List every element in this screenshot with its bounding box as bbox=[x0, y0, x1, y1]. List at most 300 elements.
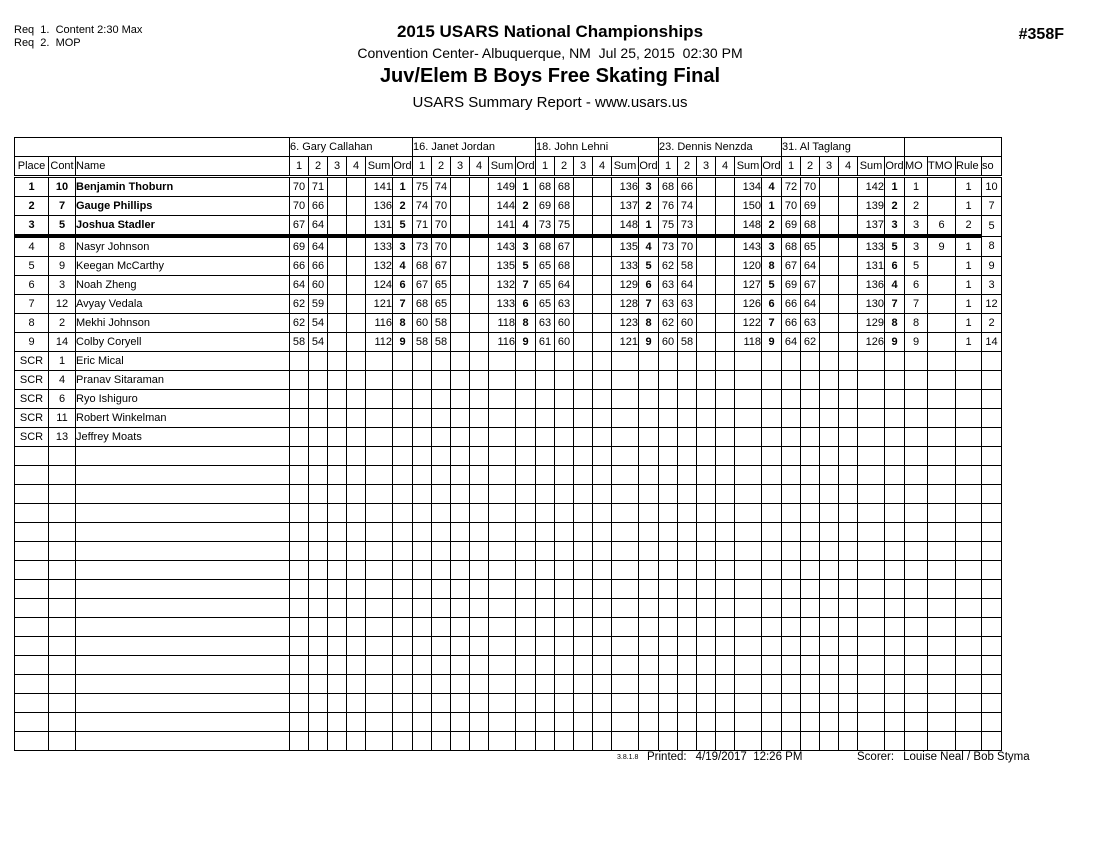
score-cell: 68 bbox=[659, 177, 678, 197]
mo-cell bbox=[905, 713, 928, 732]
score-cell bbox=[536, 428, 555, 447]
score-cell bbox=[820, 656, 839, 675]
ordinal-cell: 3 bbox=[762, 236, 782, 257]
score-cell bbox=[290, 523, 309, 542]
score-cell bbox=[328, 694, 347, 713]
place-cell: SCR bbox=[15, 390, 49, 409]
score-cell bbox=[782, 409, 801, 428]
score-cell bbox=[470, 523, 489, 542]
sum-cell: 127 bbox=[735, 276, 762, 295]
ordinal-cell bbox=[393, 694, 413, 713]
score-cell bbox=[716, 656, 735, 675]
sum-cell bbox=[612, 466, 639, 485]
score-cell bbox=[801, 485, 820, 504]
col-header-sum: Sum bbox=[612, 157, 639, 177]
tmo-cell bbox=[928, 485, 956, 504]
place-cell bbox=[15, 694, 49, 713]
place-cell bbox=[15, 542, 49, 561]
mo-cell bbox=[905, 542, 928, 561]
score-cell bbox=[328, 236, 347, 257]
sum-cell bbox=[858, 637, 885, 656]
score-cell bbox=[451, 523, 470, 542]
score-cell bbox=[593, 236, 612, 257]
ordinal-cell bbox=[639, 466, 659, 485]
score-cell bbox=[432, 675, 451, 694]
score-cell bbox=[536, 732, 555, 751]
score-cell bbox=[451, 352, 470, 371]
score-cell bbox=[697, 257, 716, 276]
score-cell bbox=[659, 599, 678, 618]
score-cell: 68 bbox=[536, 236, 555, 257]
score-cell bbox=[593, 599, 612, 618]
ordinal-cell bbox=[516, 390, 536, 409]
printed-timestamp bbox=[647, 751, 802, 763]
score-cell: 73 bbox=[678, 216, 697, 237]
score-cell bbox=[451, 371, 470, 390]
score-cell bbox=[290, 675, 309, 694]
score-cell bbox=[678, 371, 697, 390]
contestant-number-cell bbox=[49, 656, 76, 675]
score-cell bbox=[347, 177, 366, 197]
sum-cell: 124 bbox=[366, 276, 393, 295]
ordinal-cell bbox=[516, 428, 536, 447]
score-cell bbox=[820, 561, 839, 580]
score-cell: 65 bbox=[536, 295, 555, 314]
score-cell bbox=[555, 371, 574, 390]
ordinal-cell bbox=[393, 732, 413, 751]
score-cell: 73 bbox=[536, 216, 555, 237]
score-cell bbox=[697, 447, 716, 466]
skater-name-cell bbox=[76, 618, 290, 637]
score-cell bbox=[555, 428, 574, 447]
score-cell bbox=[593, 694, 612, 713]
score-cell: 70 bbox=[290, 197, 309, 216]
score-cell bbox=[820, 333, 839, 352]
score-cell: 58 bbox=[678, 333, 697, 352]
sum-cell bbox=[612, 352, 639, 371]
sum-cell: 121 bbox=[366, 295, 393, 314]
sum-cell bbox=[366, 580, 393, 599]
ordinal-cell bbox=[762, 580, 782, 599]
score-cell bbox=[782, 542, 801, 561]
ordinal-cell: 8 bbox=[885, 314, 905, 333]
ordinal-cell bbox=[885, 637, 905, 656]
score-cell bbox=[574, 236, 593, 257]
score-cell bbox=[716, 694, 735, 713]
sum-cell bbox=[489, 580, 516, 599]
sum-cell bbox=[858, 428, 885, 447]
ordinal-cell bbox=[885, 542, 905, 561]
empty-row bbox=[15, 561, 1002, 580]
contestant-number-cell bbox=[49, 599, 76, 618]
skater-name-cell: Jeffrey Moats bbox=[76, 428, 290, 447]
sum-cell bbox=[489, 561, 516, 580]
score-cell bbox=[347, 257, 366, 276]
score-cell bbox=[782, 713, 801, 732]
sum-cell bbox=[858, 694, 885, 713]
score-cell bbox=[470, 599, 489, 618]
so-cell bbox=[982, 371, 1002, 390]
sum-cell bbox=[735, 561, 762, 580]
contestant-number-cell bbox=[49, 561, 76, 580]
score-cell: 64 bbox=[678, 276, 697, 295]
sum-cell bbox=[366, 561, 393, 580]
col-header-mark-2: 2 bbox=[309, 157, 328, 177]
score-cell bbox=[697, 618, 716, 637]
ordinal-cell bbox=[885, 694, 905, 713]
sum-cell bbox=[366, 466, 393, 485]
judge-header-row bbox=[15, 138, 1002, 157]
sum-cell: 133 bbox=[489, 295, 516, 314]
score-cell: 72 bbox=[782, 177, 801, 197]
score-cell bbox=[593, 216, 612, 237]
score-cell bbox=[413, 428, 432, 447]
sum-cell: 118 bbox=[489, 314, 516, 333]
judge-name-header: 16. Janet Jordan bbox=[413, 138, 536, 157]
score-cell bbox=[328, 409, 347, 428]
score-cell bbox=[536, 523, 555, 542]
score-cell bbox=[470, 447, 489, 466]
tmo-cell bbox=[928, 197, 956, 216]
skater-name-cell bbox=[76, 656, 290, 675]
rule-cell bbox=[956, 428, 982, 447]
mo-cell bbox=[905, 447, 928, 466]
score-cell bbox=[536, 409, 555, 428]
score-cell bbox=[347, 542, 366, 561]
score-cell bbox=[593, 197, 612, 216]
score-cell bbox=[470, 466, 489, 485]
mo-cell bbox=[905, 352, 928, 371]
score-cell bbox=[574, 390, 593, 409]
score-cell bbox=[432, 466, 451, 485]
score-cell bbox=[290, 656, 309, 675]
score-cell bbox=[839, 561, 858, 580]
score-cell bbox=[716, 276, 735, 295]
score-cell bbox=[839, 177, 858, 197]
score-cell bbox=[839, 216, 858, 237]
score-cell bbox=[413, 694, 432, 713]
score-cell bbox=[782, 390, 801, 409]
score-cell bbox=[536, 466, 555, 485]
printed-value: 4/19/2017 12:26 PM bbox=[695, 751, 803, 763]
printed-label: Printed: bbox=[647, 751, 687, 763]
score-cell bbox=[782, 523, 801, 542]
score-cell bbox=[470, 713, 489, 732]
mo-cell bbox=[905, 732, 928, 751]
ordinal-cell: 1 bbox=[639, 216, 659, 237]
ordinal-cell bbox=[762, 675, 782, 694]
score-cell bbox=[451, 599, 470, 618]
score-cell: 60 bbox=[659, 333, 678, 352]
score-cell bbox=[678, 618, 697, 637]
score-cell bbox=[536, 656, 555, 675]
ordinal-cell: 4 bbox=[516, 216, 536, 237]
score-cell bbox=[432, 371, 451, 390]
score-cell bbox=[574, 504, 593, 523]
sum-cell bbox=[612, 409, 639, 428]
score-cell bbox=[697, 177, 716, 197]
score-cell bbox=[716, 713, 735, 732]
score-cell: 60 bbox=[555, 314, 574, 333]
table-row bbox=[15, 371, 1002, 390]
score-cell bbox=[839, 276, 858, 295]
sum-cell bbox=[858, 599, 885, 618]
score-cell bbox=[470, 197, 489, 216]
mo-cell bbox=[905, 561, 928, 580]
score-cell bbox=[309, 409, 328, 428]
sum-cell bbox=[735, 599, 762, 618]
sum-cell bbox=[612, 523, 639, 542]
score-cell bbox=[347, 352, 366, 371]
score-cell bbox=[659, 656, 678, 675]
place-cell: 4 bbox=[15, 236, 49, 257]
so-cell bbox=[982, 504, 1002, 523]
score-cell bbox=[328, 257, 347, 276]
contestant-number-cell bbox=[49, 542, 76, 561]
score-cell: 66 bbox=[782, 295, 801, 314]
ordinal-cell: 5 bbox=[885, 236, 905, 257]
score-cell bbox=[347, 599, 366, 618]
score-cell bbox=[820, 390, 839, 409]
score-cell: 58 bbox=[432, 314, 451, 333]
score-cell bbox=[659, 561, 678, 580]
score-cell bbox=[451, 216, 470, 237]
score-cell bbox=[536, 561, 555, 580]
score-cell: 63 bbox=[659, 276, 678, 295]
score-cell bbox=[593, 390, 612, 409]
sum-cell bbox=[366, 504, 393, 523]
score-cell bbox=[555, 561, 574, 580]
score-cell bbox=[328, 333, 347, 352]
so-cell bbox=[982, 732, 1002, 751]
score-cell bbox=[697, 713, 716, 732]
score-cell bbox=[716, 542, 735, 561]
so-cell bbox=[982, 561, 1002, 580]
score-cell bbox=[839, 675, 858, 694]
score-cell bbox=[328, 447, 347, 466]
skater-name-cell: Keegan McCarthy bbox=[76, 257, 290, 276]
mo-cell bbox=[905, 504, 928, 523]
score-cell: 58 bbox=[413, 333, 432, 352]
ordinal-cell bbox=[885, 352, 905, 371]
ordinal-cell bbox=[639, 352, 659, 371]
score-cell bbox=[659, 675, 678, 694]
score-cell bbox=[574, 618, 593, 637]
score-cell bbox=[290, 485, 309, 504]
score-cell bbox=[328, 732, 347, 751]
score-cell bbox=[451, 504, 470, 523]
score-cell bbox=[697, 580, 716, 599]
score-cell bbox=[716, 295, 735, 314]
score-cell bbox=[413, 390, 432, 409]
ordinal-cell bbox=[516, 656, 536, 675]
ordinal-cell: 5 bbox=[393, 216, 413, 237]
tmo-cell bbox=[928, 618, 956, 637]
rule-cell: 1 bbox=[956, 295, 982, 314]
score-cell bbox=[432, 580, 451, 599]
tmo-cell bbox=[928, 656, 956, 675]
ordinal-cell: 6 bbox=[516, 295, 536, 314]
score-cell bbox=[555, 409, 574, 428]
score-cell bbox=[555, 675, 574, 694]
contestant-number-cell bbox=[49, 618, 76, 637]
sum-cell bbox=[735, 656, 762, 675]
ordinal-cell bbox=[762, 732, 782, 751]
so-cell: 10 bbox=[982, 177, 1002, 197]
col-header-mark-4: 4 bbox=[593, 157, 612, 177]
req-line-2: Req 2. MOP bbox=[14, 37, 81, 49]
score-cell bbox=[309, 523, 328, 542]
sum-cell bbox=[489, 409, 516, 428]
sum-cell bbox=[612, 618, 639, 637]
mo-cell bbox=[905, 675, 928, 694]
sum-cell bbox=[735, 485, 762, 504]
score-cell bbox=[432, 390, 451, 409]
ordinal-cell bbox=[762, 599, 782, 618]
score-cell bbox=[309, 390, 328, 409]
table-row bbox=[15, 276, 1002, 295]
tmo-cell bbox=[928, 523, 956, 542]
score-cell bbox=[432, 352, 451, 371]
score-cell: 63 bbox=[801, 314, 820, 333]
score-cell bbox=[347, 197, 366, 216]
score-cell bbox=[659, 428, 678, 447]
score-cell bbox=[820, 618, 839, 637]
score-cell bbox=[593, 523, 612, 542]
sum-cell bbox=[612, 428, 639, 447]
so-cell bbox=[982, 409, 1002, 428]
score-cell bbox=[839, 333, 858, 352]
score-cell: 76 bbox=[659, 197, 678, 216]
score-cell bbox=[413, 561, 432, 580]
contestant-number-cell: 5 bbox=[49, 216, 76, 237]
ordinal-cell bbox=[393, 466, 413, 485]
score-cell bbox=[659, 523, 678, 542]
table-row bbox=[15, 390, 1002, 409]
score-cell bbox=[820, 447, 839, 466]
ordinal-cell: 4 bbox=[762, 177, 782, 197]
sum-cell: 136 bbox=[366, 197, 393, 216]
ordinal-cell bbox=[639, 675, 659, 694]
score-cell: 70 bbox=[782, 197, 801, 216]
score-cell bbox=[309, 656, 328, 675]
place-cell bbox=[15, 466, 49, 485]
sum-cell: 118 bbox=[735, 333, 762, 352]
so-cell bbox=[982, 523, 1002, 542]
score-cell bbox=[716, 197, 735, 216]
score-cell bbox=[678, 675, 697, 694]
ordinal-cell bbox=[639, 542, 659, 561]
sum-cell bbox=[735, 542, 762, 561]
sum-cell bbox=[735, 732, 762, 751]
score-cell bbox=[716, 409, 735, 428]
score-cell bbox=[451, 732, 470, 751]
ordinal-cell bbox=[393, 409, 413, 428]
score-cell bbox=[716, 447, 735, 466]
ordinal-cell bbox=[639, 561, 659, 580]
ordinal-cell bbox=[885, 599, 905, 618]
judge-name-header: 31. Al Taglang bbox=[782, 138, 905, 157]
col-header-mark-3: 3 bbox=[574, 157, 593, 177]
sum-cell: 150 bbox=[735, 197, 762, 216]
sum-cell bbox=[735, 352, 762, 371]
score-cell bbox=[716, 216, 735, 237]
ordinal-cell: 7 bbox=[762, 314, 782, 333]
score-cell bbox=[413, 409, 432, 428]
score-cell bbox=[290, 447, 309, 466]
col-header-mark-1: 1 bbox=[413, 157, 432, 177]
sum-cell bbox=[858, 561, 885, 580]
table-row bbox=[15, 314, 1002, 333]
ordinal-cell bbox=[885, 485, 905, 504]
sum-cell: 144 bbox=[489, 197, 516, 216]
score-cell bbox=[309, 447, 328, 466]
score-cell bbox=[413, 637, 432, 656]
score-cell bbox=[536, 713, 555, 732]
ordinal-cell bbox=[885, 447, 905, 466]
mo-cell: 9 bbox=[905, 333, 928, 352]
score-cell bbox=[555, 466, 574, 485]
score-cell bbox=[290, 542, 309, 561]
score-cell: 68 bbox=[555, 197, 574, 216]
sum-cell: 128 bbox=[612, 295, 639, 314]
score-cell: 64 bbox=[782, 333, 801, 352]
ordinal-cell bbox=[516, 732, 536, 751]
ordinal-cell bbox=[885, 371, 905, 390]
score-cell: 74 bbox=[413, 197, 432, 216]
contestant-number-cell: 14 bbox=[49, 333, 76, 352]
mo-cell: 8 bbox=[905, 314, 928, 333]
score-cell bbox=[347, 713, 366, 732]
contestant-number-cell bbox=[49, 732, 76, 751]
place-cell bbox=[15, 732, 49, 751]
empty-row bbox=[15, 542, 1002, 561]
score-cell bbox=[432, 694, 451, 713]
score-cell bbox=[782, 485, 801, 504]
ordinal-cell: 9 bbox=[762, 333, 782, 352]
score-cell bbox=[555, 656, 574, 675]
score-cell bbox=[536, 599, 555, 618]
place-cell: SCR bbox=[15, 352, 49, 371]
report-footer bbox=[14, 751, 1054, 767]
score-cell bbox=[697, 637, 716, 656]
skater-name-cell bbox=[76, 485, 290, 504]
score-cell bbox=[782, 694, 801, 713]
contestant-number-cell bbox=[49, 466, 76, 485]
score-cell bbox=[820, 295, 839, 314]
sum-cell bbox=[366, 523, 393, 542]
sum-cell bbox=[858, 447, 885, 466]
score-cell bbox=[328, 295, 347, 314]
score-cell bbox=[413, 523, 432, 542]
table-row bbox=[15, 352, 1002, 371]
judge-name-header: 6. Gary Callahan bbox=[290, 138, 413, 157]
score-cell bbox=[820, 428, 839, 447]
score-cell bbox=[574, 694, 593, 713]
ordinal-cell bbox=[393, 713, 413, 732]
skater-name-cell: Pranav Sitaraman bbox=[76, 371, 290, 390]
place-cell: SCR bbox=[15, 409, 49, 428]
score-cell bbox=[290, 599, 309, 618]
place-cell: 5 bbox=[15, 257, 49, 276]
empty-row bbox=[15, 675, 1002, 694]
score-cell bbox=[555, 580, 574, 599]
score-cell bbox=[536, 447, 555, 466]
score-cell bbox=[574, 637, 593, 656]
sum-cell bbox=[489, 428, 516, 447]
score-cell bbox=[697, 732, 716, 751]
score-cell bbox=[697, 656, 716, 675]
